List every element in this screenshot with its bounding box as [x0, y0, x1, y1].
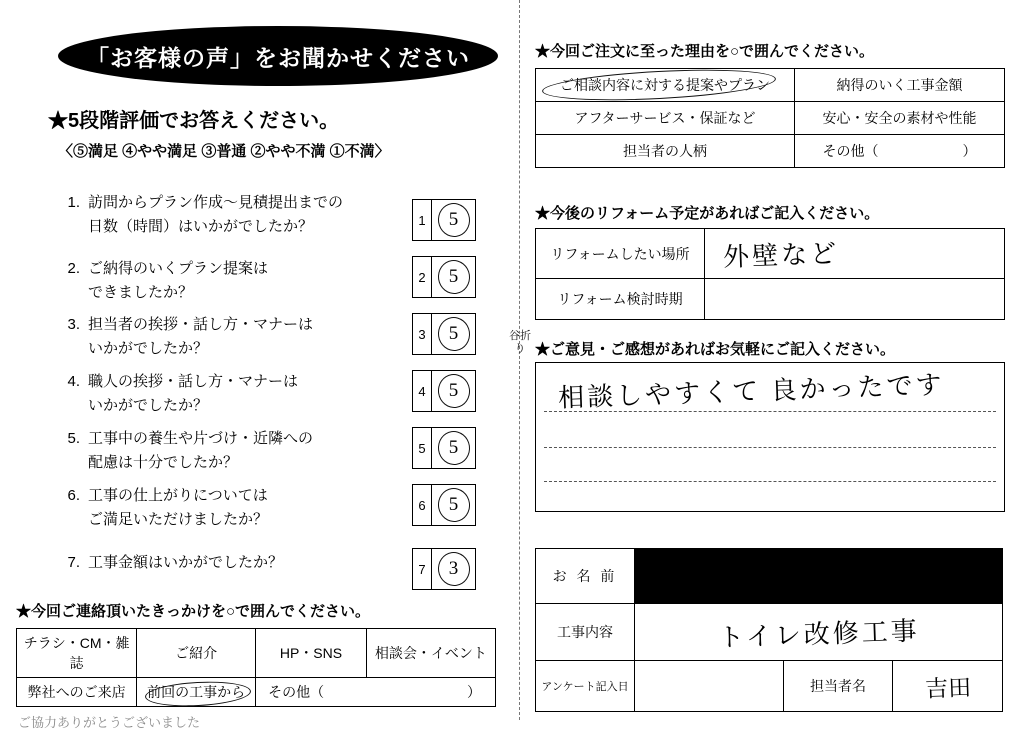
- table-row: [17, 678, 496, 707]
- answer-box-3-number: 3: [413, 314, 432, 354]
- question-5-line2: 配慮は十分でしたか？: [88, 454, 239, 471]
- future-label-timing: リフォーム検討時期: [536, 279, 705, 320]
- reason-cell-aftercare[interactable]: アフターサービス・保証など: [536, 102, 795, 135]
- answer-box-2-value: [432, 257, 475, 297]
- reason-cell-proposal[interactable]: [536, 69, 795, 102]
- opinion-value-hand: 相談しやすくて 良かったです: [557, 370, 945, 413]
- answer-box-4-number: 4: [413, 371, 432, 411]
- page-title-text: 「お客様の声」をお聞かせください: [86, 44, 470, 71]
- contact-cell-referral[interactable]: ご紹介: [137, 629, 256, 678]
- footer-note: ご協力ありがとうございました: [18, 715, 201, 730]
- answer-box-6-value: [432, 485, 475, 525]
- page-title: [58, 26, 498, 86]
- reason-cell-materials[interactable]: 安心・安全の素材や性能: [795, 102, 1005, 135]
- question-4-number: 4.: [67, 373, 80, 390]
- answer-box-7-value: [432, 549, 475, 589]
- info-value-name[interactable]: [635, 549, 1003, 604]
- table-row: [536, 69, 1005, 102]
- future-value-timing[interactable]: [705, 279, 1005, 320]
- question-5-number: 5.: [67, 430, 80, 447]
- contact-cell-hp-sns[interactable]: HP・SNS: [256, 629, 367, 678]
- question-2-number: 2.: [67, 260, 80, 277]
- redaction-bar: [635, 549, 1002, 603]
- contact-cell-visit[interactable]: 弊社へのご来店: [17, 678, 137, 707]
- contact-cell-event[interactable]: 相談会・イベント: [366, 629, 495, 678]
- question-4-line2: いかがでしたか？: [88, 397, 209, 414]
- info-value-staff[interactable]: [893, 661, 1003, 712]
- reason-table: [535, 68, 1005, 168]
- answer-box-6[interactable]: [412, 484, 476, 526]
- question-7-line1: 工事金額はいかがでしたか？: [88, 554, 284, 571]
- answer-box-4-value: [432, 371, 475, 411]
- table-row: [536, 135, 1005, 168]
- info-value-staff-hand: 吉田: [924, 674, 971, 702]
- answer-box-4[interactable]: [412, 370, 476, 412]
- contact-cell-flyer[interactable]: チラシ・CM・雑誌: [17, 629, 137, 678]
- customer-info-table: [535, 548, 1003, 712]
- reason-cell-staff[interactable]: 担当者の人柄: [536, 135, 795, 168]
- answer-box-1-number: 1: [413, 200, 432, 240]
- reason-cell-other[interactable]: その他（ ）: [795, 135, 1005, 168]
- future-value-place-hand: 外壁など: [722, 238, 840, 273]
- circle-mark-icon: [541, 65, 776, 105]
- question-3-number: 3.: [67, 316, 80, 333]
- opinion-rule: [544, 481, 996, 482]
- info-label-work: 工事内容: [536, 604, 635, 661]
- info-label-staff: 担当者名: [784, 661, 893, 712]
- question-1-line2: 日数（時間）はいかがでしたか？: [88, 218, 314, 235]
- answer-5-text: 5: [448, 437, 459, 458]
- answer-box-1-value: [432, 200, 475, 240]
- opinion-rule: [544, 447, 996, 448]
- answer-box-5[interactable]: [412, 427, 476, 469]
- contact-cell-previous-work[interactable]: [137, 678, 256, 707]
- table-row: [17, 629, 496, 678]
- answer-box-6-number: 6: [413, 485, 432, 525]
- question-2-line1: ご納得のいくプラン提案は: [88, 260, 269, 277]
- future-heading: ★今後のリフォーム予定があればご記入ください。: [535, 205, 880, 222]
- question-6-line2: ご満足いただけましたか？: [88, 511, 269, 528]
- question-2-line2: できましたか？: [88, 284, 194, 301]
- future-value-place[interactable]: [705, 229, 1005, 279]
- answer-6-text: 5: [448, 494, 459, 515]
- opinion-heading: ★ご意見・ご感想があればお気軽にご記入ください。: [535, 341, 896, 358]
- answer-3-text: 5: [448, 323, 459, 344]
- scan-artifact: [210, 292, 222, 308]
- answer-box-2-number: 2: [413, 257, 432, 297]
- table-row: [536, 549, 1003, 604]
- rating-heading: ★5段階評価でお答えください。: [48, 110, 340, 132]
- opinion-value: [557, 370, 945, 413]
- answer-box-7[interactable]: [412, 548, 476, 590]
- question-1-line1: 訪問からプラン作成〜見積提出までの: [88, 194, 344, 211]
- question-4-line1: 職人の挨拶・話し方・マナーは: [88, 373, 299, 390]
- contact-table: [16, 628, 496, 707]
- table-row: [536, 604, 1003, 661]
- question-6-line1: 工事の仕上がりについては: [88, 487, 268, 504]
- reason-cell-proposal-label: ご相談内容に対する提案やプラン: [560, 77, 770, 93]
- answer-box-5-value: [432, 428, 475, 468]
- info-label-name: お 名 前: [536, 549, 635, 604]
- future-table: [535, 228, 1005, 320]
- info-label-date: アンケート記入日: [536, 661, 635, 712]
- question-5-line1: 工事中の養生や片づけ・近隣への: [88, 430, 314, 447]
- question-7-number: 7.: [67, 554, 80, 571]
- question-6-number: 6.: [67, 487, 80, 504]
- answer-box-1[interactable]: [412, 199, 476, 241]
- contact-heading: ★今回ご連絡頂いたきっかけを○で囲んでください。: [16, 603, 371, 620]
- answer-box-7-number: 7: [413, 549, 432, 589]
- contact-cell-other-close: ）: [467, 684, 481, 700]
- answer-box-2[interactable]: [412, 256, 476, 298]
- question-1-number: 1.: [67, 194, 80, 211]
- info-value-work-hand: トイレ改修工事: [717, 615, 920, 653]
- question-3-line1: 担当者の挨拶・話し方・マナーは: [88, 316, 314, 333]
- answer-box-3[interactable]: [412, 313, 476, 355]
- future-label-place: リフォームしたい場所: [536, 229, 705, 279]
- opinion-box[interactable]: [535, 362, 1005, 512]
- contact-cell-other[interactable]: [256, 678, 496, 707]
- info-value-work[interactable]: [635, 604, 1003, 661]
- table-row: [536, 661, 1003, 712]
- rating-scale: 〈⑤満足 ④やや満足 ③普通 ②やや不満 ①不満〉: [58, 143, 390, 160]
- reason-cell-price[interactable]: 納得のいく工事金額: [795, 69, 1005, 102]
- question-3-line2: いかがでしたか？: [88, 340, 209, 357]
- table-row: [536, 102, 1005, 135]
- answer-4-text: 5: [448, 380, 459, 401]
- right-column: [519, 0, 1021, 720]
- info-value-date[interactable]: [635, 661, 784, 712]
- answer-7-text: 3: [448, 558, 459, 579]
- answer-1-text: 5: [448, 209, 459, 230]
- reason-heading: ★今回ご注文に至った理由を○で囲んでください。: [535, 43, 875, 60]
- answer-box-3-value: [432, 314, 475, 354]
- scan-artifact: [210, 234, 222, 250]
- contact-cell-other-label: その他（: [268, 684, 325, 700]
- table-row: [536, 279, 1005, 320]
- table-row: [536, 229, 1005, 279]
- contact-cell-previous-work-label: 前回の工事から: [147, 684, 246, 700]
- answer-box-5-number: 5: [413, 428, 432, 468]
- fold-label: 谷折り: [509, 330, 531, 355]
- answer-2-text: 5: [448, 266, 459, 287]
